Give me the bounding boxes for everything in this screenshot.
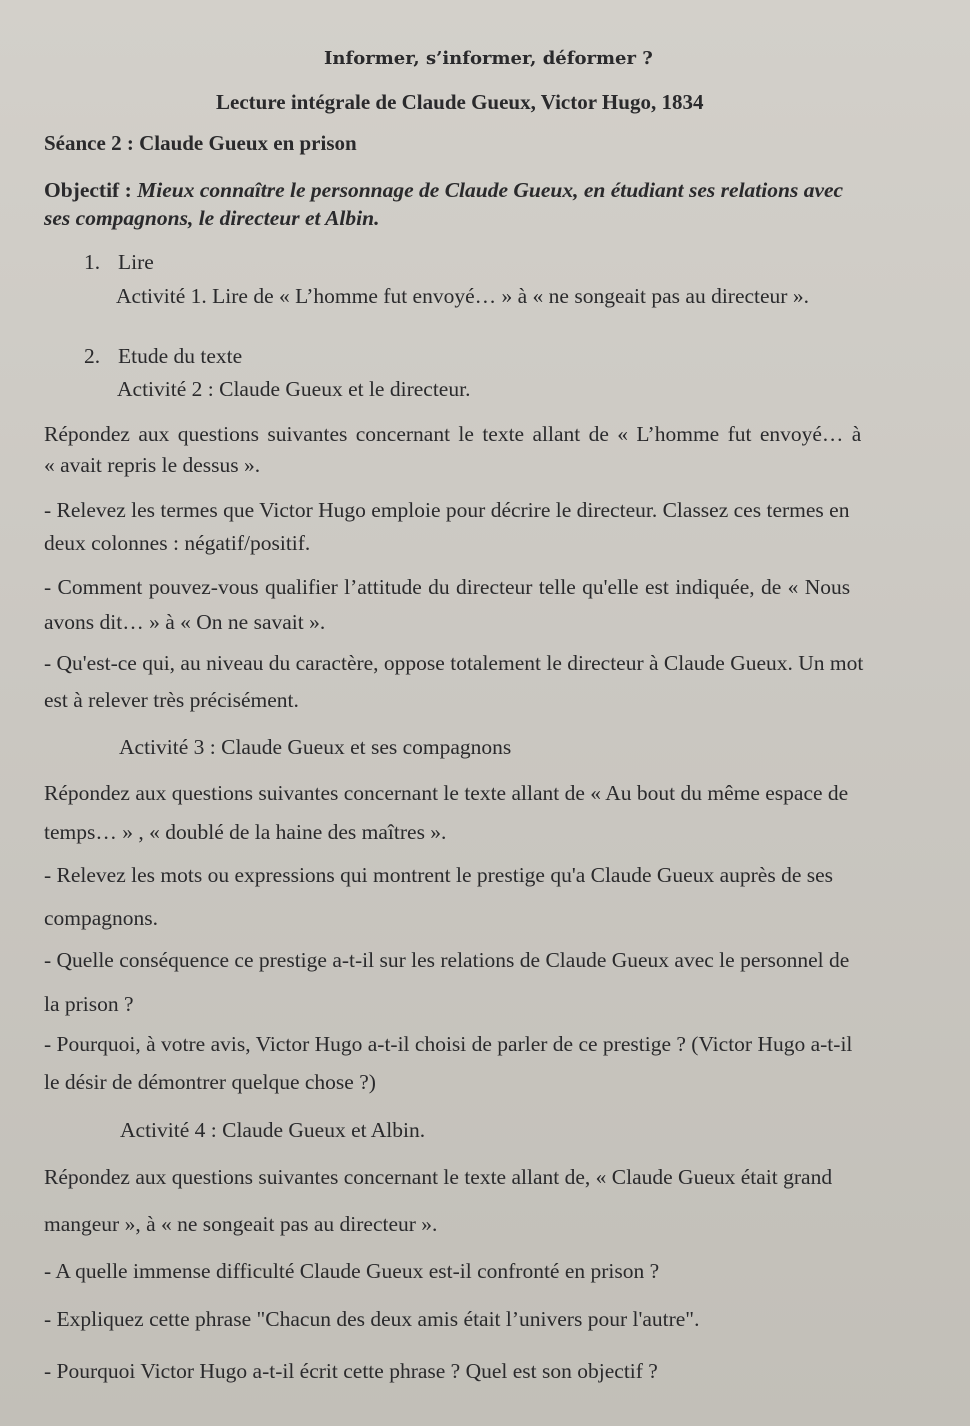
- section-2-number: 2.: [84, 344, 101, 368]
- activity-2-intro-1: Répondez aux questions suivantes concernant le texte allant de « L’homme fut envoyé… à: [44, 422, 862, 446]
- objectif-label: Objectif :: [44, 178, 138, 202]
- page-subtitle: Lecture intégrale de Claude Gueux, Victor Hugo, 1834: [216, 90, 704, 114]
- activity-3-question-3-1: - Pourquoi, à votre avis, Victor Hugo a-t-il choisi de parler de ce prestige ? (Victor Hugo a-t-il: [44, 1032, 853, 1056]
- activity-2-question-2-2: avons dit… » à « On ne savait ».: [44, 610, 326, 634]
- activity-4-intro-2: mangeur », à « ne songeait pas au directeur ».: [44, 1212, 438, 1236]
- section-1-number: 1.: [84, 250, 101, 274]
- section-2-heading: [84, 346, 242, 368]
- activity-3-question-2-1: - Quelle conséquence ce prestige a-t-il sur les relations de Claude Gueux avec le personnel de: [44, 948, 850, 972]
- activity-1: Activité 1. Lire de « L’homme fut envoyé… » à « ne songeait pas au directeur ».: [116, 284, 809, 308]
- activity-2-question-3-1: - Qu'est-ce qui, au niveau du caractère, oppose totalement le directeur à Claude Gueux. Un mot: [44, 651, 864, 675]
- activity-4-question-2: - Expliquez cette phrase "Chacun des deux amis était l’univers pour l'autre".: [44, 1307, 700, 1331]
- objectif-text-1: Mieux connaître le personnage de Claude Gueux, en étudiant ses relations avec: [137, 178, 844, 202]
- activity-2-question-2-1: - Comment pouvez-vous qualifier l’attitude du directeur telle qu'elle est indiquée, de « Nous: [44, 575, 851, 599]
- activity-4-title: Activité 4 : Claude Gueux et Albin.: [120, 1118, 426, 1142]
- objectif-line-1: [44, 180, 843, 202]
- section-1-title: Lire: [118, 250, 154, 274]
- activity-2-question-1-1: - Relevez les termes que Victor Hugo emploie pour décrire le directeur. Classez ces termes en: [44, 498, 850, 522]
- activity-2-question-1-2: deux colonnes : négatif/positif.: [44, 531, 311, 555]
- activity-2-intro-2: « avait repris le dessus ».: [44, 453, 261, 477]
- section-2-title: Etude du texte: [118, 344, 243, 368]
- activity-2-question-3-2: est à relever très précisément.: [44, 688, 299, 712]
- page-title: Informer, s’informer, déformer ?: [324, 48, 653, 69]
- activity-3-question-1-2: compagnons.: [44, 906, 159, 930]
- activity-4-question-3: - Pourquoi Victor Hugo a-t-il écrit cette phrase ? Quel est son objectif ?: [44, 1359, 658, 1383]
- activity-3-question-1-1: - Relevez les mots ou expressions qui montrent le prestige qu'a Claude Gueux auprès de ses: [44, 863, 834, 887]
- objectif-line-2: ses compagnons, le directeur et Albin.: [44, 206, 380, 230]
- activity-3-intro-2: temps… » , « doublé de la haine des maîtres ».: [44, 820, 447, 844]
- activity-3-question-2-2: la prison ?: [44, 992, 134, 1016]
- activity-4-question-1: - A quelle immense difficulté Claude Gueux est-il confronté en prison ?: [44, 1259, 660, 1283]
- seance-heading: Séance 2 : Claude Gueux en prison: [44, 131, 357, 155]
- activity-4-intro-1: Répondez aux questions suivantes concernant le texte allant de, « Claude Gueux était grand: [44, 1165, 833, 1189]
- activity-3-title: Activité 3 : Claude Gueux et ses compagnons: [119, 735, 512, 759]
- section-1-heading: [84, 252, 154, 274]
- activity-3-question-3-2: le désir de démontrer quelque chose ?): [44, 1070, 376, 1094]
- activity-2-title: Activité 2 : Claude Gueux et le directeur.: [117, 377, 471, 401]
- activity-3-intro-1: Répondez aux questions suivantes concernant le texte allant de « Au bout du même espace de: [44, 781, 849, 805]
